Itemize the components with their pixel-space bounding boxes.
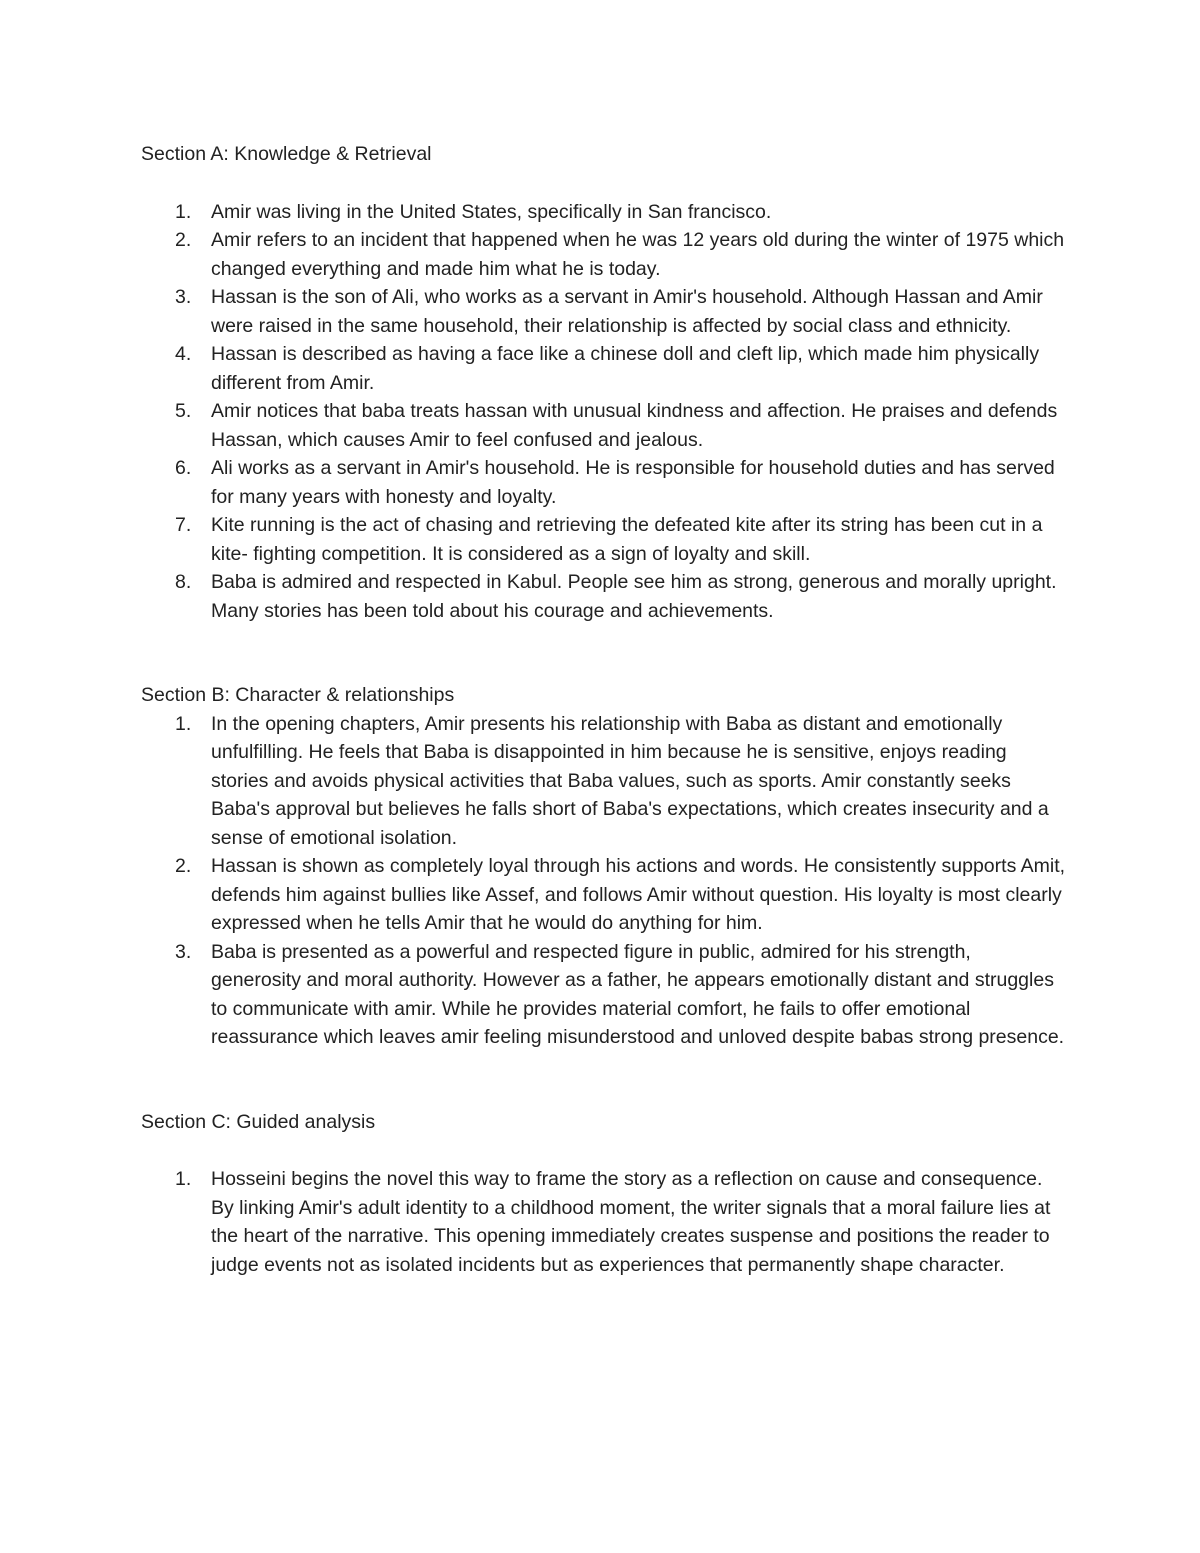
list-item-text: Hassan is the son of Ali, who works as a servant in Amir's household. Although Hassan and Amir were raised in the same household, their relationship is affected by social class and ethnicity. bbox=[211, 286, 1043, 337]
list-item-text: Amir was living in the United States, specifically in San francisco. bbox=[211, 200, 772, 223]
section-b-list bbox=[141, 710, 1066, 1052]
list-item-text: Kite running is the act of chasing and retrieving the defeated kite after its string has been cut in a kite- fighting competition. It is considered as a sign of loyalty and skill. bbox=[211, 514, 1043, 565]
section-c-list bbox=[141, 1165, 1066, 1279]
list-item-text: Baba is presented as a powerful and respected figure in public, admired for his strength, generosity and moral authority. However as a father, he appears emotionally distant and struggles to communicate with amir. While he provides material comfort, he fails to offer emotional reassurance which leaves amir feeling misunderstood and unloved despite babas strong presence. bbox=[211, 940, 1065, 1048]
list-item-number: 4. bbox=[175, 343, 192, 365]
list-item-text: Ali works as a servant in Amir's household. He is responsible for household duties and has served for many years with honesty and loyalty. bbox=[211, 457, 1055, 508]
list-item bbox=[141, 1165, 1066, 1279]
list-item bbox=[141, 397, 1066, 454]
list-item-text: Hosseini begins the novel this way to frame the story as a reflection on cause and consequence. By linking Amir's adult identity to a childhood moment, the writer signals that a moral failure lies at the heart of the narrative. This opening immediately creates suspense and positions the reader to judge events not as isolated incidents but as experiences that permanently shape character. bbox=[211, 1168, 1051, 1276]
section-c bbox=[141, 1108, 1066, 1280]
list-item-text: Hassan is shown as completely loyal through his actions and words. He consistently supports Amit, defends him against bullies like Assef, and follows Amir without question. His loyalty is most clearly expressed when he tells Amir that he would do anything for him. bbox=[211, 855, 1066, 934]
list-item-number: 1. bbox=[175, 1168, 192, 1190]
list-item bbox=[141, 568, 1066, 625]
list-item bbox=[141, 454, 1066, 511]
section-c-heading: Section C: Guided analysis bbox=[141, 1110, 376, 1133]
list-item bbox=[141, 710, 1066, 853]
section-b-heading: Section B: Character & relationships bbox=[141, 684, 455, 706]
list-item bbox=[141, 938, 1066, 1052]
document-body bbox=[141, 140, 1066, 1279]
list-item bbox=[141, 226, 1066, 283]
list-item bbox=[141, 340, 1066, 397]
list-item bbox=[141, 283, 1066, 340]
list-item-number: 5. bbox=[175, 400, 192, 422]
list-item-text: Amir notices that baba treats hassan with unusual kindness and affection. He praises and defends Hassan, which causes Amir to feel confused and jealous. bbox=[211, 400, 1058, 451]
list-item-number: 7. bbox=[175, 514, 192, 536]
list-item bbox=[141, 198, 1066, 227]
list-item-number: 2. bbox=[175, 229, 192, 251]
list-item-number: 3. bbox=[175, 286, 192, 308]
list-item-text: Baba is admired and respected in Kabul. People see him as strong, generous and morally upright. Many stories has been told about his courage and achievements. bbox=[211, 571, 1057, 622]
list-item-text: Hassan is described as having a face like a chinese doll and cleft lip, which made him physically different from Amir. bbox=[211, 343, 1040, 394]
section-a-heading: Section A: Knowledge & Retrieval bbox=[141, 143, 432, 165]
list-item-text: In the opening chapters, Amir presents his relationship with Baba as distant and emotionally unfulfilling. He feels that Baba is disappointed in him because he is sensitive, enjoys reading stories and avoids physical activities that Baba values, such as sports. Amir constantly seeks Baba's approval but believes he falls short of Baba's expectations, which creates insecurity and a sense of emotional isolation. bbox=[211, 712, 1049, 849]
list-item-number: 1. bbox=[175, 712, 192, 735]
list-item-number: 6. bbox=[175, 457, 192, 479]
list-item-number: 2. bbox=[175, 855, 192, 877]
list-item-text: Amir refers to an incident that happened when he was 12 years old during the winter of 1975 which changed everything and made him what he is today. bbox=[211, 229, 1065, 280]
section-b bbox=[141, 681, 1066, 1052]
list-item bbox=[141, 511, 1066, 568]
list-item bbox=[141, 852, 1066, 938]
list-item-number: 1. bbox=[175, 200, 192, 223]
section-a-list bbox=[141, 198, 1066, 626]
list-item-number: 8. bbox=[175, 571, 192, 593]
section-a bbox=[141, 140, 1066, 625]
list-item-number: 3. bbox=[175, 940, 192, 963]
